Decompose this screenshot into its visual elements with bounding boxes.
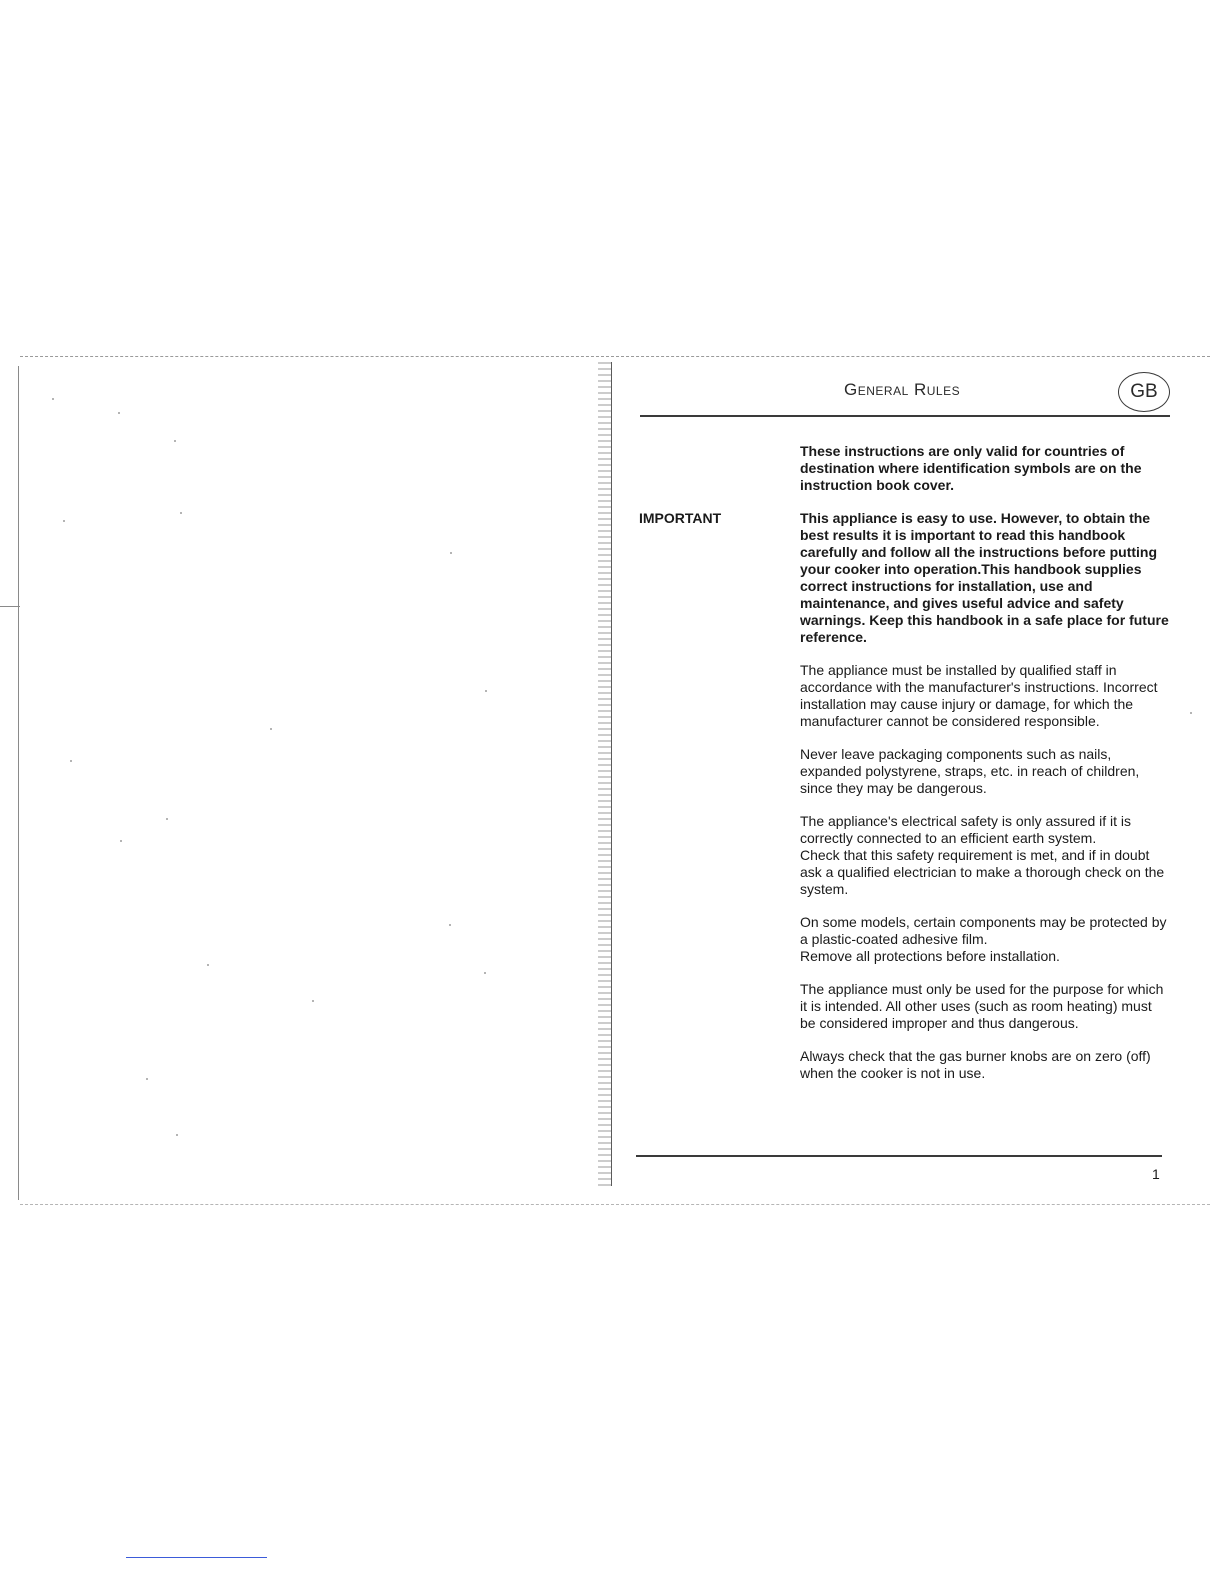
scan-speckle <box>52 398 54 400</box>
body-text <box>800 443 1170 1098</box>
intro-paragraph: These instructions are only valid for countries of destination where identification symbols are on the instruction book cover. <box>800 443 1142 493</box>
burner-knobs-paragraph: Always check that the gas burner knobs are on zero (off) when the cooker is not in use. <box>800 1048 1151 1081</box>
scan-speckle <box>207 964 209 966</box>
scan-speckle <box>176 1134 178 1136</box>
page-title: General Rules <box>844 380 961 399</box>
footer-rule <box>636 1155 1162 1157</box>
scan-speckle <box>485 690 487 692</box>
important-paragraph: This appliance is easy to use. However, to obtain the best results it is important to read this handbook carefully and follow all the instructions before putting your cooker into operation.This handbook supplies correct instructions for installation, use and maintenance, and gives useful advice and safety warnings. Keep this handbook in a safe place for future reference. <box>800 510 1169 645</box>
scan-speckle <box>270 728 272 730</box>
scan-speckle <box>180 512 182 514</box>
scan-speckle <box>484 972 486 974</box>
scan-speckle <box>120 840 122 842</box>
scan-speckle <box>450 552 452 554</box>
header-rule <box>640 415 1170 417</box>
scan-speckle <box>146 1078 148 1080</box>
scan-top-edge <box>20 356 1210 357</box>
protective-film-paragraph: On some models, certain components may be protected by a plastic-coated adhesive film. Remove all protections before installation. <box>800 914 1167 964</box>
left-margin-tick <box>0 606 20 607</box>
scan-speckle <box>70 760 72 762</box>
intended-use-paragraph: The appliance must only be used for the purpose for which it is intended. All other uses (such as room heating) must be considered improper and thus dangerous. <box>800 981 1164 1031</box>
scan-speckle <box>174 440 176 442</box>
packaging-paragraph: Never leave packaging components such as nails, expanded polystyrene, straps, etc. in reach of children, since they may be dangerous. <box>800 746 1140 796</box>
document-page <box>612 360 1224 1200</box>
page-number: 1 <box>1152 1166 1160 1182</box>
language-badge: GB <box>1118 372 1170 412</box>
book-gutter <box>598 362 612 1186</box>
installation-paragraph: The appliance must be installed by qualified staff in accordance with the manufacturer's instructions. Incorrect installation may cause injury or damage, for which the manufacturer cannot be considered responsible. <box>800 662 1158 729</box>
scan-speckle <box>118 412 120 414</box>
scan-speckle <box>63 520 65 522</box>
scan-bottom-edge <box>20 1204 1210 1205</box>
electrical-safety-paragraph: The appliance's electrical safety is only assured if it is correctly connected to an efficient earth system. Check that this safety requirement is met, and if in doubt ask a qualified electrician to make a thorough check on the system. <box>800 813 1165 897</box>
link-underline <box>126 1557 267 1558</box>
scan-speckle <box>312 1000 314 1002</box>
important-label: IMPORTANT <box>639 510 722 526</box>
left-page-edge <box>18 366 19 1200</box>
scan-speckle <box>166 818 168 820</box>
scan-speckle <box>449 924 451 926</box>
